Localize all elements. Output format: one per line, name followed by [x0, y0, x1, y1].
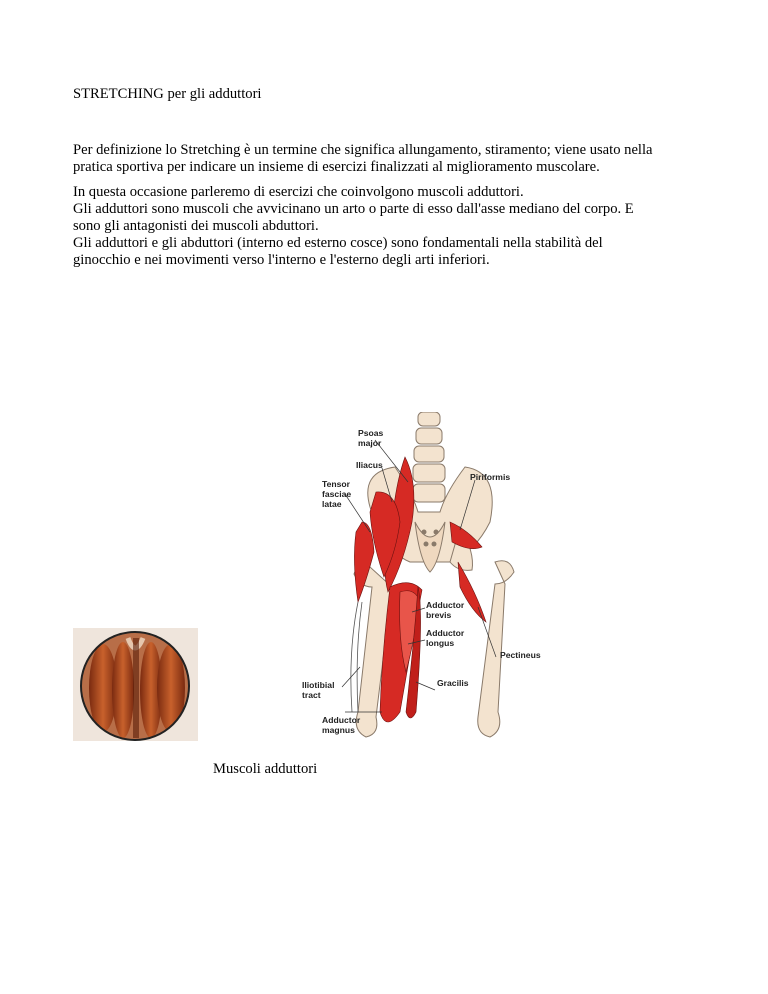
femurs	[354, 561, 514, 737]
spine	[413, 412, 445, 502]
label-psoas-1: Psoas	[358, 428, 384, 438]
label-adductor-longus-2: longus	[426, 638, 455, 648]
label-psoas-2: major	[358, 438, 382, 448]
paragraph-2-line-3: sono gli antagonisti dei muscoli abduttori.	[73, 218, 319, 234]
label-gracilis: Gracilis	[437, 678, 469, 688]
figure-caption: Muscoli adduttori	[213, 761, 318, 777]
paragraph-2-line-5: ginocchio e nei movimenti verso l'interno e l'esterno degli arti inferiori.	[73, 252, 490, 268]
pectineus-muscle	[458, 562, 486, 622]
label-tensor-2: fasciae	[322, 489, 352, 499]
label-adductor-brevis-2: brevis	[426, 610, 452, 620]
label-adductor-magnus-2: magnus	[322, 725, 355, 735]
label-tensor-1: Tensor	[322, 479, 351, 489]
paragraph-1-line-2: pratica sportiva per indicare un insieme di esercizi finalizzati al miglioramento muscolare.	[73, 159, 600, 175]
label-iliotibial-1: Iliotibial	[302, 680, 335, 690]
label-pectineus: Pectineus	[500, 650, 541, 660]
label-tensor-3: latae	[322, 499, 342, 509]
label-adductor-longus-1: Adductor	[426, 628, 465, 638]
document-title: STRETCHING per gli adduttori	[73, 86, 262, 102]
paragraph-1-line-1: Per definizione lo Stretching è un termine che significa allungamento, stiramento; viene usato nella	[73, 142, 653, 158]
label-adductor-brevis-1: Adductor	[426, 600, 465, 610]
tensor-fasciae-latae-muscle	[354, 522, 374, 602]
adductor-anatomy-figure	[300, 412, 560, 744]
label-adductor-magnus-1: Adductor	[322, 715, 361, 725]
label-piriformis: Piriformis	[470, 472, 511, 482]
label-iliacus: Iliacus	[356, 460, 383, 470]
paragraph-2-line-2: Gli adduttori sono muscoli che avvicinano un arto o parte di esso dall'asse mediano del corpo. E	[73, 201, 634, 217]
paragraph-2-line-1: In questa occasione parleremo di esercizi che coinvolgono muscoli adduttori.	[73, 184, 524, 200]
paragraph-2-line-4: Gli adduttori e gli abduttori (interno ed esterno cosce) sono fondamentali nella stabilità del	[73, 235, 603, 251]
label-iliotibial-2: tract	[302, 690, 321, 700]
thigh-muscles-image	[73, 628, 198, 741]
